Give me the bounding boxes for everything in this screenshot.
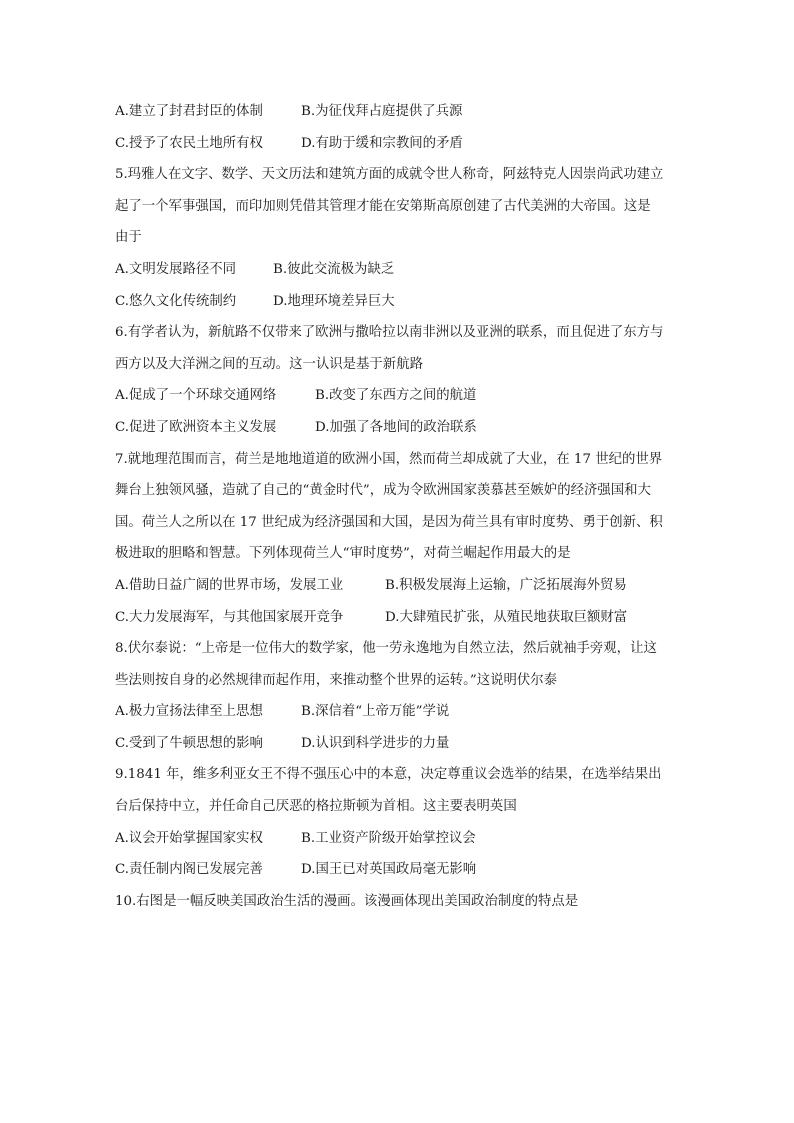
q5-option-c[interactable]: C.悠久文化传统制约: [115, 293, 237, 309]
q6-option-d[interactable]: D.加强了各地间的政治联系: [315, 419, 477, 435]
q7-stem-line-1: 7.就地理范围而言，荷兰是地地道道的欧洲小国，然而荷兰却成就了大业，在 17 世纪的世界: [115, 451, 663, 467]
q5-option-d[interactable]: D.地理环境差异巨大: [273, 293, 395, 309]
q7-stem-line-4: 极进取的胆略和智慧。下列体现荷兰人“审时度势”，对荷兰崛起作用最大的是: [115, 546, 571, 562]
q5-option-a[interactable]: A.文明发展路径不同: [115, 261, 237, 277]
q8-option-d[interactable]: D.认识到科学进步的力量: [301, 735, 450, 751]
q7-option-c[interactable]: C.大力发展海军，与其他国家展开竞争: [115, 609, 344, 625]
q6-option-b[interactable]: B.改变了东西方之间的航道: [315, 388, 477, 404]
q9-options-row-1: [115, 827, 685, 851]
q7-options-row-2: [115, 606, 685, 630]
q8-options-row-2: [115, 732, 685, 756]
q7-option-b[interactable]: B.积极发展海上运输，广泛拓展海外贸易: [385, 577, 627, 593]
question-list: [115, 100, 685, 921]
q6-stem-line-2: 西方以及大洋洲之间的互动。这一认识是基于新航路: [115, 356, 423, 372]
q9-option-d[interactable]: D.国王已对英国政局毫无影响: [301, 862, 477, 878]
q7-option-d[interactable]: D.大肆殖民扩张，从殖民地获取巨额财富: [385, 609, 628, 625]
q9-stem-line-2: 台后保持中立，并任命自己厌恶的格拉斯顿为首相。这主要表明英国: [115, 799, 517, 815]
q8-option-c[interactable]: C.受到了牛顿思想的影响: [115, 735, 263, 751]
q5-stem-line-1: 5.玛雅人在文字、数学、天文历法和建筑方面的成就令世人称奇，阿兹特克人因崇尚武功建立: [115, 167, 664, 183]
q5-option-b[interactable]: B.彼此交流极为缺乏: [273, 261, 395, 277]
q7-stem-line-2: 舞台上独领风骚，造就了自己的“黄金时代”，成为令欧洲国家羡慕甚至嫉妒的经济强国和大: [115, 483, 651, 499]
q4-option-a[interactable]: A.建立了封君封臣的体制: [115, 104, 263, 119]
q6-option-a[interactable]: A.促成了一个环球交通网络: [115, 388, 277, 404]
q4-options-row-2: [115, 132, 685, 156]
q10-stem-line-1: 10.右图是一幅反映美国政治生活的漫画。该漫画体现出美国政治制度的特点是: [115, 893, 579, 909]
q5-stem-line-2: 起了一个军事强国，而印加则凭借其管理才能在安第斯高原创建了古代美洲的大帝国。这是: [115, 198, 651, 214]
q5-options-row-2: [115, 290, 685, 314]
q8-stem-line-2: 些法则按自身的必然规律而起作用，来推动整个世界的运转。”这说明伏尔泰: [115, 672, 558, 688]
q9-options-row-2: [115, 858, 685, 882]
q8-option-a[interactable]: A.极力宣扬法律至上思想: [115, 704, 263, 720]
q7-option-a[interactable]: A.借助日益广阔的世界市场，发展工业: [115, 577, 344, 593]
q8-stem-line-1: 8.伏尔泰说：“上帝是一位伟大的数学家，他一劳永逸地为自然立法，然后就袖手旁观，让这: [115, 641, 657, 657]
q6-stem-line-1: 6.有学者认为，新航路不仅带来了欧洲与撒哈拉以南非洲以及亚洲的联系，而且促进了东方与: [115, 325, 664, 341]
q4-option-c[interactable]: C.授予了农民土地所有权: [115, 135, 263, 151]
q9-option-a[interactable]: A.议会开始掌握国家实权: [115, 830, 263, 846]
q4-option-d[interactable]: D.有助于缓和宗教间的矛盾: [301, 135, 463, 151]
q6-options-row-2: [115, 416, 685, 440]
q8-options-row-1: [115, 700, 685, 724]
q8-option-b[interactable]: B.深信着“上帝万能”学说: [301, 704, 450, 720]
q4-option-b[interactable]: B.为征伐拜占庭提供了兵源: [301, 104, 463, 119]
q6-options-row-1: [115, 384, 685, 408]
q7-options-row-1: [115, 574, 685, 598]
q5-options-row-1: [115, 258, 685, 282]
q6-option-c[interactable]: C.促进了欧洲资本主义发展: [115, 419, 277, 435]
q7-stem-line-3: 国。荷兰人之所以在 17 世纪成为经济强国和大国，是因为荷兰具有审时度势、勇于创新、积: [115, 514, 663, 530]
q5-stem-line-3: 由于: [115, 230, 142, 246]
q4-options-row-1: [115, 100, 685, 124]
q9-stem-line-1: 9.1841 年，维多利亚女王不得不强压心中的本意，决定尊重议会选举的结果，在选举结果出: [115, 767, 662, 783]
q9-option-c[interactable]: C.责任制内阁已发展完善: [115, 862, 263, 878]
q9-option-b[interactable]: B.工业资产阶级开始掌控议会: [301, 830, 476, 846]
